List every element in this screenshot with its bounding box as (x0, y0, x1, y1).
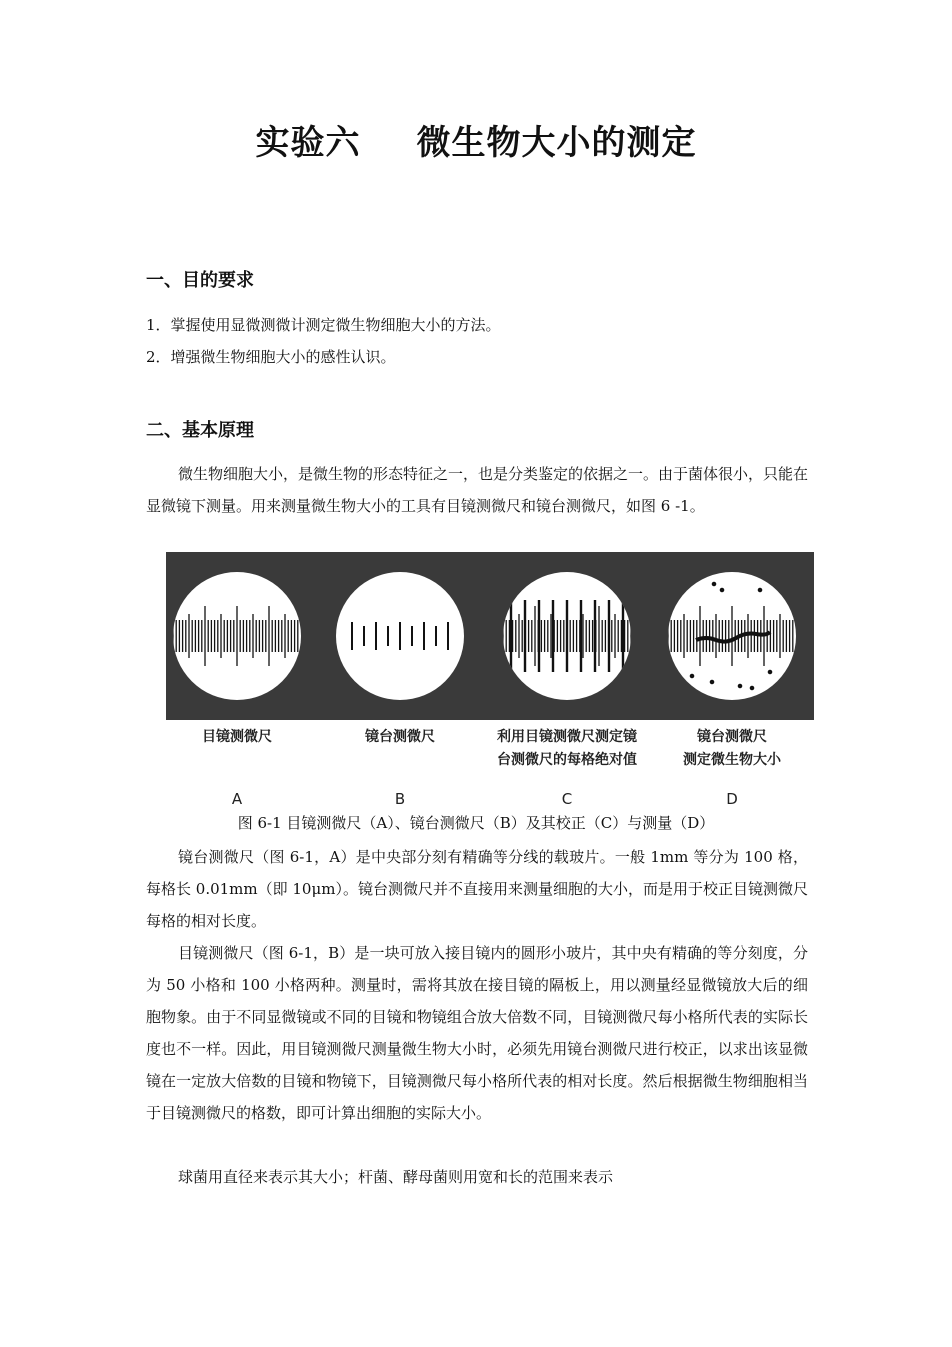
objective-item-1: 1．掌握使用显微测微计测定微生物细胞大小的方法。 (146, 316, 501, 334)
panel-letter-c: C (561, 790, 573, 808)
title-experiment-number: 实验六 (255, 123, 361, 163)
panel-label-a: 目镜测微尺 (202, 729, 272, 745)
field-of-view-b (336, 572, 464, 700)
field-of-view-c (503, 572, 631, 700)
figure-caption: 图 6-1 目镜测微尺（A）、镜台测微尺（B）及其校正（C）与测量（D） (237, 814, 715, 832)
panel-letter-a: A (231, 790, 243, 808)
principle-paragraph-4: 球菌用直径来表示其大小；杆菌、酵母菌则用宽和长的范围来表示 (178, 1168, 614, 1186)
principle-paragraph-2: 镜台测微尺（图 6-1，A）是中央部分刻有精确等分线的载玻片。一般 1mm 等分为 100 格，每格长 0.01mm（即 10μm）。镜台测微尺并不直接用来测量细胞的大小，而是用于校正目镜测微尺每格的相对长度。 (146, 848, 808, 930)
title-topic: 微生物大小的测定 (416, 123, 697, 163)
micrometer-figure (160, 548, 820, 816)
field-of-view-d (668, 572, 796, 700)
panel-label-c: 利用目镜测微尺测定镜台测微尺的每格绝对值 (497, 729, 637, 768)
panel-label-b: 镜台测微尺 (365, 729, 435, 745)
figure-6-1 (160, 548, 820, 816)
page-title (0, 115, 952, 164)
principle-paragraph-1: 微生物细胞大小，是微生物的形态特征之一，也是分类鉴定的依据之一。由于菌体很小，只能在显微镜下测量。用来测量微生物大小的工具有目镜测微尺和镜台测微尺，如图 6 -1。 (146, 465, 809, 515)
panel-letter-b: B (394, 790, 406, 808)
objective-item-2: 2．增强微生物细胞大小的感性认识。 (146, 348, 396, 366)
panel-letter-d: D (726, 790, 738, 808)
section-heading-objectives: 一、目的要求 (146, 270, 254, 291)
section-heading-principles: 二、基本原理 (146, 420, 254, 441)
field-of-view-a (173, 572, 301, 700)
principle-paragraph-3: 目镜测微尺（图 6-1，B）是一块可放入接目镜内的圆形小玻片，其中央有精确的等分刻度，分为 50 小格和 100 小格两种。测量时，需将其放在接目镜的隔板上，用以测量经显微镜放大后的细胞物象。由于不同显微镜或不同的目镜和物镜组合放大倍数不同，目镜测微尺每小格所代表的实际长度也不一样。因此，用目镜测微尺测量微生物大小时，必须先用镜台测微尺进行校正，以求出该显微镜在一定放大倍数的目镜和物镜下，目镜测微尺每小格所代表的相对长度。然后根据微生物细胞相当于目镜测微尺的格数，即可计算出细胞的实际大小。 (146, 944, 808, 1122)
panel-label-d: 镜台测微尺测定微生物大小 (683, 729, 781, 768)
